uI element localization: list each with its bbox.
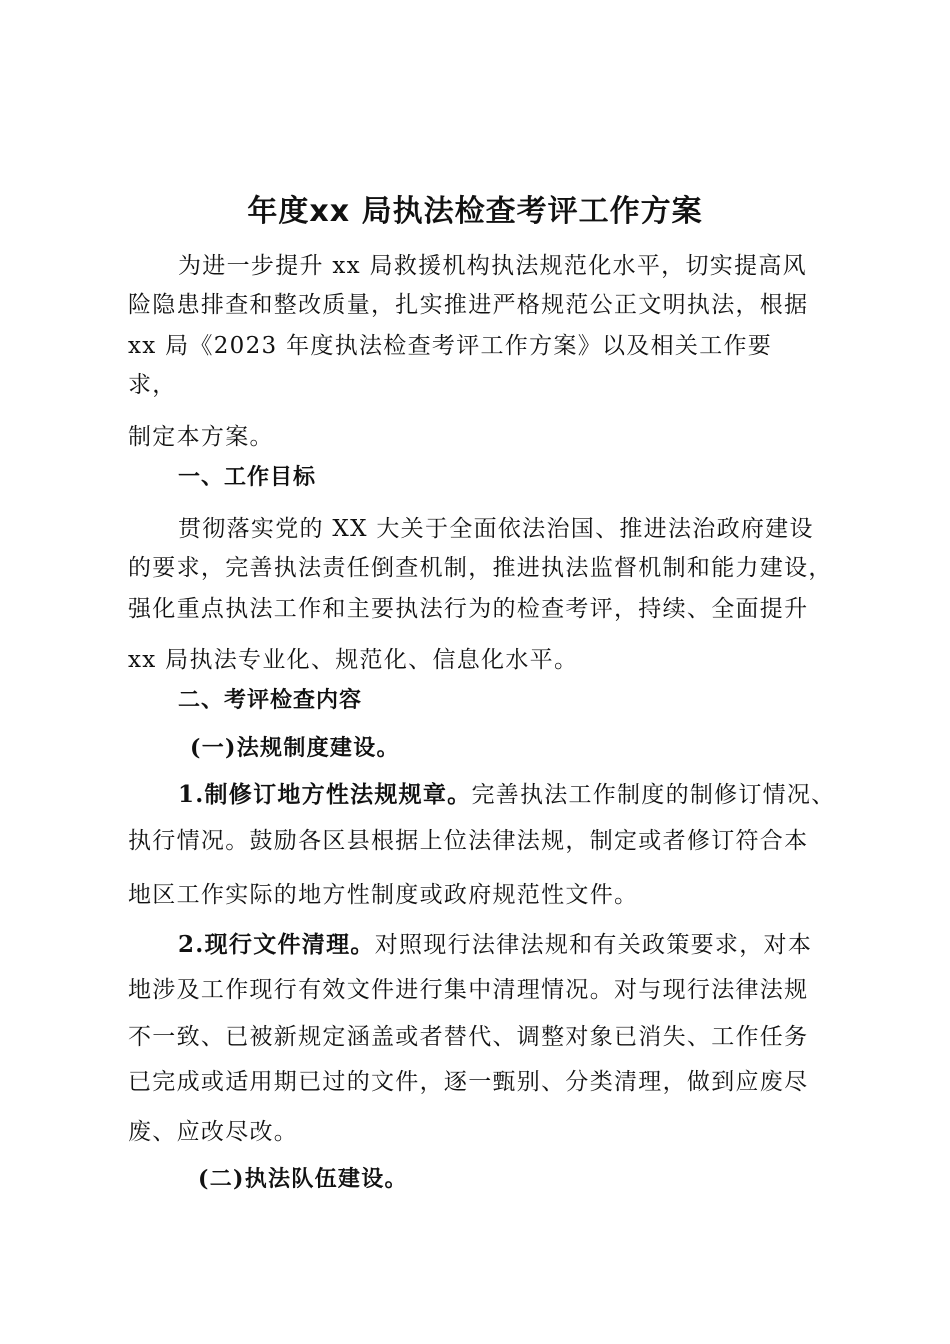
intro-line-5: 制定本方案。 [128, 424, 274, 450]
goals-line-4: xx 局执法专业化、规范化、信息化水平。 [128, 647, 579, 673]
item2-line-2: 地涉及工作现行有效文件进行集中清理情况。对与现行法律法规 [128, 977, 809, 1003]
subsection-heading-regulations: (一)法规制度建设。 [190, 735, 400, 761]
subsection-heading-team: (二)执法队伍建设。 [198, 1166, 408, 1192]
section-heading-goals: 一、工作目标 [178, 465, 317, 490]
intro-line-1: 为进一步提升 xx 局救援机构执法规范化水平，切实提高风 [178, 253, 807, 279]
goals-line-1: 贯彻落实党的 XX 大关于全面依法治国、推进法治政府建设 [178, 516, 814, 542]
intro-line-3: xx 局《2023 年度执法检查考评工作方案》以及相关工作要 [128, 333, 773, 359]
section-heading-content: 二、考评检查内容 [178, 688, 363, 713]
item2-line-1 [178, 930, 812, 960]
item1-line-1-text: 完善执法工作制度的制修订情况、 [471, 782, 836, 808]
item1-line-1 [178, 780, 835, 810]
item2-line-1-text: 对照现行法律法规和有关政策要求，对本 [374, 932, 813, 958]
goals-line-2: 的要求，完善执法责任倒查机制，推进执法监督机制和能力建设， [128, 555, 833, 581]
item2-line-3: 不一致、已被新规定涵盖或者替代、调整对象已消失、工作任务 [128, 1024, 809, 1050]
item1-line-2: 执行情况。鼓励各区县根据上位法律法规，制定或者修订符合本 [128, 828, 809, 854]
item2-line-5: 废、应改尽改。 [128, 1119, 299, 1145]
goals-line-3: 强化重点执法工作和主要执法行为的检查考评，持续、全面提升 [128, 596, 809, 622]
item2-lead: 2.现行文件清理。 [178, 931, 375, 958]
document-title: 年度xx 局执法检查考评工作方案 [247, 194, 703, 229]
item1-line-3: 地区工作实际的地方性制度或政府规范性文件。 [128, 882, 639, 908]
item1-lead: 1.制修订地方性法规规章。 [178, 781, 472, 808]
intro-line-2: 险隐患排查和整改质量，扎实推进严格规范公正文明执法，根据 [128, 292, 809, 318]
item2-line-4: 已完成或适用期已过的文件，逐一甄别、分类清理，做到应废尽 [128, 1069, 809, 1095]
intro-line-4: 求， [128, 372, 177, 398]
